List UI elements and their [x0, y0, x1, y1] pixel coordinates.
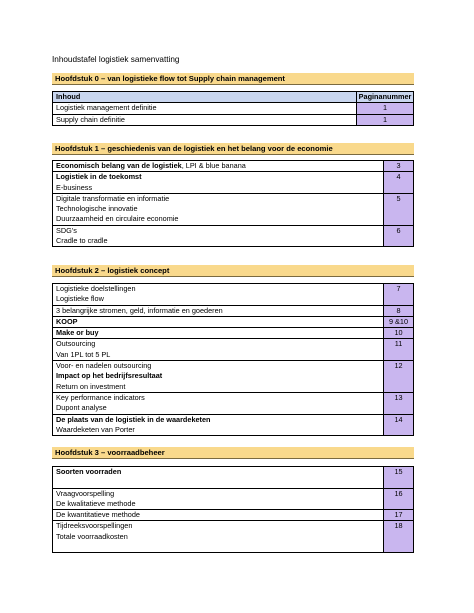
topic-line: Tijdreeksvoorspellingen	[56, 521, 133, 531]
row-topic	[53, 510, 384, 521]
table-row	[53, 316, 414, 327]
topic-line: E-business	[56, 182, 93, 192]
row-page-number: 9 &10	[384, 316, 414, 327]
topic-line: De plaats van de logistiek in de waardeketen	[56, 414, 211, 424]
row-topic	[53, 225, 384, 247]
topic-line: Duurzaamheid en circulaire economie	[56, 214, 179, 224]
row-topic	[53, 161, 384, 172]
topic-line: Waardeketen van Porter	[56, 424, 135, 434]
topic-line: Make or buy	[56, 328, 99, 338]
row-page-number: 5	[384, 193, 414, 225]
topic-line: Return on investment	[56, 381, 126, 391]
row-page-number: 17	[384, 510, 414, 521]
topic-line: Logistieke flow	[56, 294, 104, 304]
table-row	[53, 467, 414, 489]
topic-line: Digitale transformatie en informatie	[56, 193, 170, 203]
topic-line: KOOP	[56, 316, 78, 326]
row-page-number: 1	[357, 103, 414, 114]
table-row	[53, 284, 414, 306]
table-row	[53, 488, 414, 510]
row-topic	[53, 172, 384, 194]
table-row	[53, 225, 414, 247]
row-topic	[53, 328, 384, 339]
table-row	[53, 161, 414, 172]
toc-table	[52, 91, 414, 126]
row-page-number: 4	[384, 172, 414, 194]
chapter-heading: Hoofdstuk 3 – voorraadbeheer	[52, 447, 414, 459]
row-topic	[53, 284, 384, 306]
row-topic	[53, 467, 384, 489]
topic-line: Van 1PL tot 5 PL	[56, 349, 111, 359]
table-row	[53, 103, 414, 114]
chapter-heading: Hoofdstuk 2 – logistiek concept	[52, 265, 414, 277]
page-title: Inhoudstafel logistiek samenvatting	[52, 55, 180, 64]
row-page-number: 12	[384, 361, 414, 393]
row-topic	[53, 305, 384, 316]
row-topic	[53, 414, 384, 436]
table-row	[53, 114, 414, 125]
row-topic	[53, 521, 384, 553]
toc-table	[52, 160, 414, 247]
topic-line: Dupont analyse	[56, 403, 107, 413]
row-page-number: 16	[384, 488, 414, 510]
topic-line	[56, 542, 380, 552]
topic-line: De kwalitatieve methode	[56, 498, 136, 508]
row-page-number: 14	[384, 414, 414, 436]
row-topic	[53, 114, 357, 125]
table-row	[53, 392, 414, 414]
row-page-number: 7	[384, 284, 414, 306]
row-topic	[53, 488, 384, 510]
topic-line: Outsourcing	[56, 339, 96, 349]
toc-table	[52, 466, 414, 553]
topic-line	[56, 477, 380, 487]
row-page-number: 18	[384, 521, 414, 553]
topic-line: 3 belangrijke stromen, geld, informatie en goederen	[56, 305, 223, 315]
row-page-number: 6	[384, 225, 414, 247]
row-topic	[53, 392, 384, 414]
row-page-number: 3	[384, 161, 414, 172]
chapter-heading: Hoofdstuk 1 – geschiedenis van de logistiek en het belang voor de economie	[52, 143, 414, 155]
row-topic	[53, 193, 384, 225]
table-row	[53, 414, 414, 436]
topic-line: Logistieke doelstellingen	[56, 284, 136, 293]
table-row	[53, 172, 414, 194]
row-page-number: 11	[384, 339, 414, 361]
row-page-number: 8	[384, 305, 414, 316]
topic-line: SDG's	[56, 225, 77, 235]
topic-line: De kwantitatieve methode	[56, 510, 140, 520]
row-topic	[53, 103, 357, 114]
topic-line: Cradle to cradle	[56, 236, 108, 246]
toc-table	[52, 283, 414, 436]
topic-line: Impact op het bedrijfsresultaat	[56, 371, 163, 381]
table-row	[53, 305, 414, 316]
topic-line: Vraagvoorspelling	[56, 488, 115, 498]
table-row	[53, 361, 414, 393]
table-row	[53, 339, 414, 361]
chapter-heading: Hoofdstuk 0 – van logistieke flow tot Supply chain management	[52, 73, 414, 85]
table-row	[53, 193, 414, 225]
topic-line: Technologische innovatie	[56, 204, 138, 214]
header-paginanummer: Paginanummer	[357, 92, 414, 103]
row-topic	[53, 361, 384, 393]
header-inhoud: Inhoud	[53, 92, 357, 103]
topic-line: Economisch belang van de logistiek, LPI & blue banana	[56, 161, 246, 170]
topic-line: Voor- en nadelen outsourcing	[56, 361, 152, 371]
table-row	[53, 510, 414, 521]
row-page-number: 1	[357, 114, 414, 125]
row-page-number: 10	[384, 328, 414, 339]
row-topic	[53, 339, 384, 361]
topic-line: Logistiek in de toekomst	[56, 172, 142, 182]
row-topic	[53, 316, 384, 327]
row-page-number: 13	[384, 392, 414, 414]
topic-line: Supply chain definitie	[56, 114, 125, 124]
row-page-number: 15	[384, 467, 414, 489]
topic-line: Totale voorraadkosten	[56, 531, 128, 541]
topic-line: Soorten voorraden	[56, 467, 122, 476]
topic-line: Key performance indicators	[56, 392, 145, 402]
topic-line: Logistiek management definitie	[56, 103, 157, 113]
table-row	[53, 328, 414, 339]
table-row	[53, 521, 414, 553]
table-header-row	[53, 92, 414, 103]
